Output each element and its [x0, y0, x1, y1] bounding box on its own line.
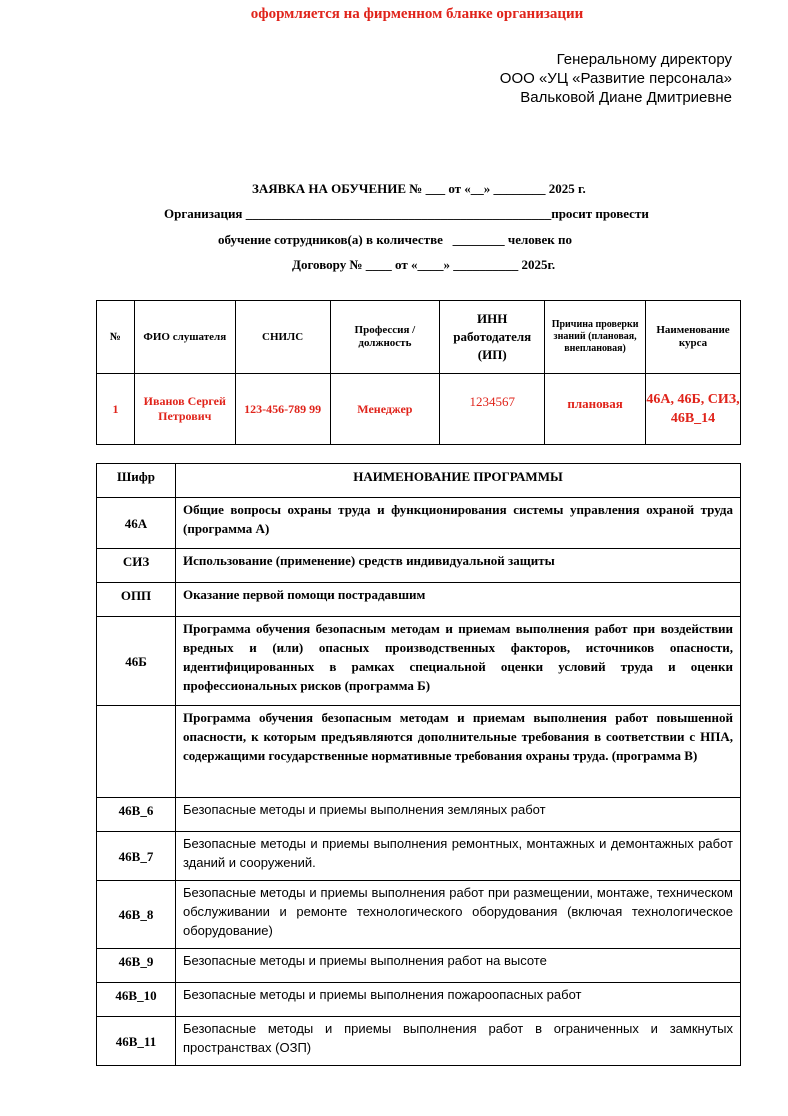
addressee-company: ООО «УЦ «Развитие персонала»: [499, 70, 732, 87]
program-name: Общие вопросы охраны труда и функционирования системы управления охраной труда (программа А): [176, 498, 741, 549]
cell-num: 1: [97, 374, 135, 445]
table-row: [97, 583, 741, 617]
program-code: 46А: [97, 498, 176, 549]
table-row: [97, 549, 741, 583]
program-name: Оказание первой помощи пострадавшим: [176, 583, 741, 617]
program-code: 46В_9: [97, 949, 176, 983]
addressee-title: Генеральному директору: [556, 51, 732, 68]
header-snils: СНИЛС: [235, 301, 330, 374]
table-row: [97, 881, 741, 949]
cell-snils: 123-456-789 99: [235, 374, 330, 445]
cell-position: Менеджер: [330, 374, 440, 445]
program-code: 46В_7: [97, 832, 176, 881]
request-count-line: обучение сотрудников(а) в количестве ________ человек по: [218, 232, 572, 247]
program-code: 46Б: [97, 617, 176, 706]
table-row: [97, 1017, 741, 1066]
program-name: Безопасные методы и приемы выполнения работ при размещении, монтаже, техническом обслуживании и ремонте технологического оборудования (включая технологическое оборудование): [176, 881, 741, 949]
cell-inn: 1234567: [440, 374, 545, 445]
header-course: Наименование курса: [646, 301, 741, 374]
program-code: 46В_6: [97, 798, 176, 832]
letterhead-notice: оформляется на фирменном бланке организации: [250, 6, 584, 22]
program-name: Безопасные методы и приемы выполнения земляных работ: [176, 798, 741, 832]
request-contract-line: Договору № ____ от «____» __________ 2025г.: [292, 257, 556, 272]
program-code: 46В_10: [97, 983, 176, 1017]
program-name: Безопасные методы и приемы выполнения пожароопасных работ: [176, 983, 741, 1017]
table-row: [97, 617, 741, 706]
table-row: [97, 949, 741, 983]
students-table: [96, 300, 741, 445]
program-code: СИЗ: [97, 549, 176, 583]
program-name: Использование (применение) средств индивидуальной защиты: [176, 549, 741, 583]
table-row: [97, 798, 741, 832]
header-reason: Причина проверки знаний (плановая, внеплановая): [545, 301, 646, 374]
program-code: 46В_11: [97, 1017, 176, 1066]
header-num: №: [97, 301, 135, 374]
program-name: Программа обучения безопасным методам и приемам выполнения работ повышенной опасности, к которым предъявляются дополнительные требования в соответствии с НПА, содержащими государственные нормативные требования охраны труда. (программа В): [176, 706, 741, 798]
table-row: [97, 374, 741, 445]
programs-table: [96, 463, 741, 1066]
header-program-name: НАИМЕНОВАНИЕ ПРОГРАММЫ: [176, 464, 741, 498]
program-name: Безопасные методы и приемы выполнения ремонтных, монтажных и демонтажных работ зданий и сооружений.: [176, 832, 741, 881]
program-code: [97, 706, 176, 798]
table-row: [97, 498, 741, 549]
header-fio: ФИО слушателя: [134, 301, 235, 374]
addressee-block: [500, 50, 732, 107]
program-code: 46В_8: [97, 881, 176, 949]
addressee-name: Вальковой Диане Дмитриевне: [520, 89, 732, 106]
table-row: [97, 832, 741, 881]
program-code: ОПП: [97, 583, 176, 617]
table-row: [97, 706, 741, 798]
request-organization-line: Организация _______________________________________________просит провести: [164, 206, 649, 221]
request-title: ЗАЯВКА НА ОБУЧЕНИЕ № ___ от «__» ________ 2025 г.: [252, 181, 586, 196]
programs-table-header: [97, 464, 741, 498]
program-name: Безопасные методы и приемы выполнения работ в ограниченных и замкнутых пространствах (ОЗП): [176, 1017, 741, 1066]
table-row: [97, 983, 741, 1017]
header-inn: ИНН работодателя (ИП): [440, 301, 545, 374]
cell-reason: плановая: [545, 374, 646, 445]
header-position: Профессия /должность: [330, 301, 440, 374]
students-table-header: [97, 301, 741, 374]
header-code: Шифр: [97, 464, 176, 498]
program-name: Безопасные методы и приемы выполнения работ на высоте: [176, 949, 741, 983]
cell-course: 46А, 46Б, СИЗ, 46В_14: [646, 374, 741, 445]
cell-fio: Иванов Сергей Петрович: [134, 374, 235, 445]
program-name: Программа обучения безопасным методам и приемам выполнения работ при воздействии вредных и (или) опасных производственных факторов, источников опасности, идентифицированных в рамках специальной оценки условий труда и оценки профессиональных рисков (программа Б): [176, 617, 741, 706]
